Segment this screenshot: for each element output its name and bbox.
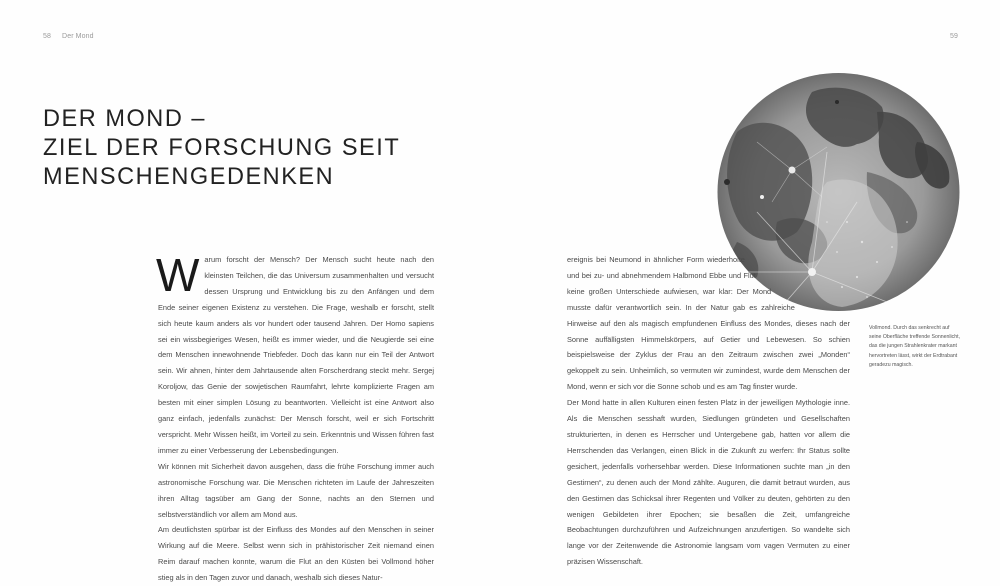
title-line-3: MENSCHENGEDENKEN bbox=[43, 163, 335, 190]
paragraph-5: Der Mond hatte in allen Kulturen einen festen Platz in der jeweiligen Mythologie inne. Als die Menschen sesshaft wurden, Siedlungen gründeten und Gesellschaften strukturierten, in denen es Herrscher und Untergebene gab, hatten vor allem die Herrschenden das Verlangen, einen Blick in die Zukunft zu werfen: Ihr Status sollte gesichert, jedenfalls vorhersehbar werden. Diese Informationen suchte man „in den Gestirnen“, zu denen auch der Mond zählte. Auguren, die damit betraut wurden, aus den Gestirnen das Schicksal ihrer Regenten und Völker zu deuten, gehörten zu den wenigen Gebildeten ihrer Epochen; sie besaßen die Zeit, umfangreiche Beobachtungen durchzuführen und Aufzeichnungen anzufertigen. So wandelte sich lange vor der Zeitenwende die Astronomie langsam vom vagen Vermuten zu einer präzisen Wissenschaft. bbox=[567, 398, 850, 567]
paragraph-1-text: arum forscht der Mensch? Der Mensch sucht heute nach den kleinsten Teilchen, die das Universum zusammenhalten und versucht dessen Ursprung und Entwicklung bis zu den Anfängen und dem Ende seiner eigenen Existenz zu verstehen. Die Frage, weshalb er forscht, stellt sich heute kaum anders als vor hundert oder tausend Jahren. Der Homo sapiens sei ein wissbegieriges Wesen, heißt es immer wieder, und die Neugierde sei eine dem Menschen innewohnende Triebfeder. Doch das kann nur ein Teil der Antwort sein. Wir ahnen, hinter dem Jahrtausende alten Forscherdrang steckt mehr. Sergej Koroljow, das Genie der sowjetischen Raumfahrt, lehrte komplizierte Fragen am besten mit einer simplen Lösung zu beantworten. Vielleicht ist eine Antwort also ganz einfach, jedenfalls zunächst: Der Mensch forscht, weil er sich Fortschritt verspricht. Mehr Wissen heißt, im Vorteil zu sein. Erkenntnis und Wissen führen fast immer zu einer Verbesserung der Lebensbedingungen. bbox=[158, 255, 434, 455]
page-number-left: 58 bbox=[43, 33, 51, 40]
paragraph-2: Wir können mit Sicherheit davon ausgehen, dass die frühe Forschung immer auch astronomische Forschung war. Die Menschen richteten im Laufe der Jahreszeiten ihren Alltag tagsüber am Gang der Sonne, nachts an den Sternen und selbstverständlich vor allem am Mond aus. bbox=[158, 461, 434, 519]
body-column-right bbox=[567, 252, 850, 570]
paragraph-3: Am deutlichsten spürbar ist der Einfluss des Mondes auf den Menschen in seiner Wirkung auf die Meere. Selbst wenn sich in prähistorischer Zeit niemand einen Reim darauf machen konnte, warum die Flut an den Küsten bei Vollmond höher stieg als in den Tagen zuvor und danach, weshalb sich dieses Natur- bbox=[158, 525, 434, 583]
title-line-1: DER MOND – bbox=[43, 105, 207, 132]
chapter-title bbox=[43, 104, 400, 191]
page-number-right: 59 bbox=[950, 33, 958, 40]
body-column-left bbox=[156, 249, 434, 586]
running-head-left bbox=[43, 33, 94, 40]
paragraph-1 bbox=[156, 249, 434, 459]
paragraph-4: ereignis bei Neumond in ähnlicher Form wiederholte und bei zu- und abnehmendem Halbmond Ebbe und Flut keine großen Unterschiede aufwiesen, war klar: Der Mond musste dafür verantwortlich sein. In der Natur gab es zahlreiche Hinweise auf den als magisch empfundenen Einfluss des Mondes, dieses nach der Sonne auffälligsten Himmelskörpers, auf Getier und Lebewesen. So schien beispielsweise der Zyklus der Frau an den Zeitraum zwischen zwei „Monden“ gekoppelt zu sein. Unheimlich, so vermuten wir zumindest, wurde dem Menschen der Mond, wenn er sich vor die Sonne schob und es am Tag finster wurde. bbox=[567, 255, 850, 392]
image-caption: Vollmond. Durch das senkrecht auf seine Oberfläche treffende Sonnenlicht, das die jungen Strahlenkrater markant hervortreten lässt, wirkt der Erdtrabant geradezu magisch. bbox=[869, 325, 961, 368]
running-head-title: Der Mond bbox=[62, 33, 94, 40]
title-line-2: ZIEL DER FORSCHUNG SEIT bbox=[43, 134, 401, 161]
drop-cap: W bbox=[156, 249, 200, 301]
